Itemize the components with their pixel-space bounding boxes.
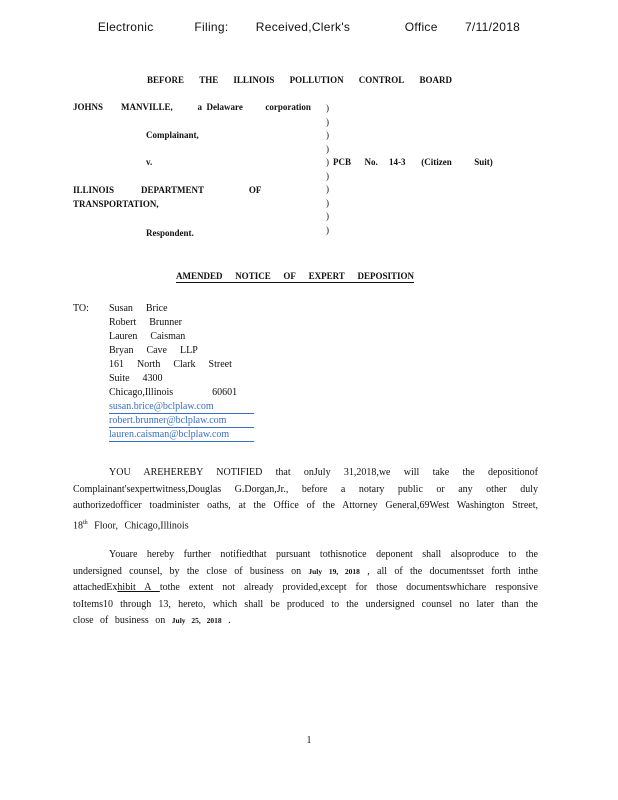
respondent-name-line-2: TRANSPORTATION, (73, 199, 159, 209)
versus-label: v. (146, 157, 153, 167)
court-heading-word: BOARD (419, 75, 452, 85)
notice-title-word: OF (283, 271, 296, 281)
email-link[interactable]: lauren.caisman@bclplaw.com (109, 429, 254, 442)
address-line: Lauren Caisman (109, 331, 186, 342)
paragraph-2-text-end: . (221, 615, 231, 626)
notice-title-word: NOTICE (235, 271, 271, 281)
address-line: Bryan Cave LLP (109, 345, 198, 356)
court-heading-word: THE (199, 75, 219, 85)
paragraph-2-text: Youare hereby further notifiedthat pursuant tothisnotice deponent shall alsoproduce to the undersigned counsel, by the close of business on (73, 549, 538, 577)
address-line: Robert Brunner (109, 317, 182, 328)
notice-paragraph-2 (73, 547, 538, 630)
court-heading-word: CONTROL (358, 75, 405, 85)
email-link[interactable]: robert.brunner@bclplaw.com (109, 415, 254, 428)
production-date-1: July 19, 2018 (308, 566, 360, 576)
ordinal-suffix: th (83, 519, 88, 526)
notice-paragraph-1 (73, 465, 538, 534)
respondent-name-line-1: ILLINOIS DEPARTMENT OF (73, 185, 262, 195)
complainant-name: JOHNS MANVILLE, a Delaware corporation (73, 102, 311, 112)
notice-title-word: DEPOSITION (357, 271, 414, 281)
address-line: Susan Brice (109, 303, 168, 314)
exhibit-reference: hibit A (117, 582, 160, 593)
paragraph-2-text: tothe extent not already provided,except for those documentswhichare responsive toItems10 through 13, hereto, which shall be produced to the undersigned counsel no later than the close of business on (73, 582, 538, 626)
recipient-address (109, 302, 254, 442)
production-date-2: July 25, 2018 (171, 616, 222, 625)
paragraph-1-text-end: Floor, Chicago,Illinois (87, 519, 189, 531)
paragraph-2-text: , all of the documentsset forth inthe attachedEx (73, 565, 538, 593)
address-line: 161 North Clark Street (109, 359, 232, 370)
to-label: TO: (73, 303, 89, 314)
case-number: PCB No. 14-3 (Citizen Suit) (333, 157, 493, 167)
complainant-label: Complainant, (146, 130, 199, 140)
notice-title-word: AMENDED (176, 271, 223, 281)
notice-title-word: EXPERT (308, 271, 345, 281)
court-heading-word: ILLINOIS (233, 75, 275, 85)
electronic-filing-stamp: Electronic Filing: Received,Clerk's Office 7/11/2018 (97, 20, 521, 34)
address-line: Chicago,Illinois 60601 (109, 387, 238, 398)
email-link[interactable]: susan.brice@bclplaw.com (109, 401, 254, 414)
paragraph-1-text: YOU AREHEREBY NOTIFIED that onJuly 31,2018,we will take the depositionof Complainant'sexpertwitness,Douglas G.Dorgan,Jr., before a notary public or any other duly authorizedofficer toadminister oaths, at the Office of the Attorney General,69West Washington Street, 18 (73, 467, 538, 531)
notice-title (176, 271, 414, 283)
court-heading-word: POLLUTION (289, 75, 344, 85)
page-number: 1 (306, 735, 312, 746)
respondent-label: Respondent. (146, 228, 194, 238)
court-heading (147, 75, 452, 85)
caption-parentheses: ) ) ) ) ) ) ) ) ) ) (326, 103, 329, 235)
address-line: Suite 4300 (109, 373, 163, 384)
court-heading-word: BEFORE (147, 75, 185, 85)
